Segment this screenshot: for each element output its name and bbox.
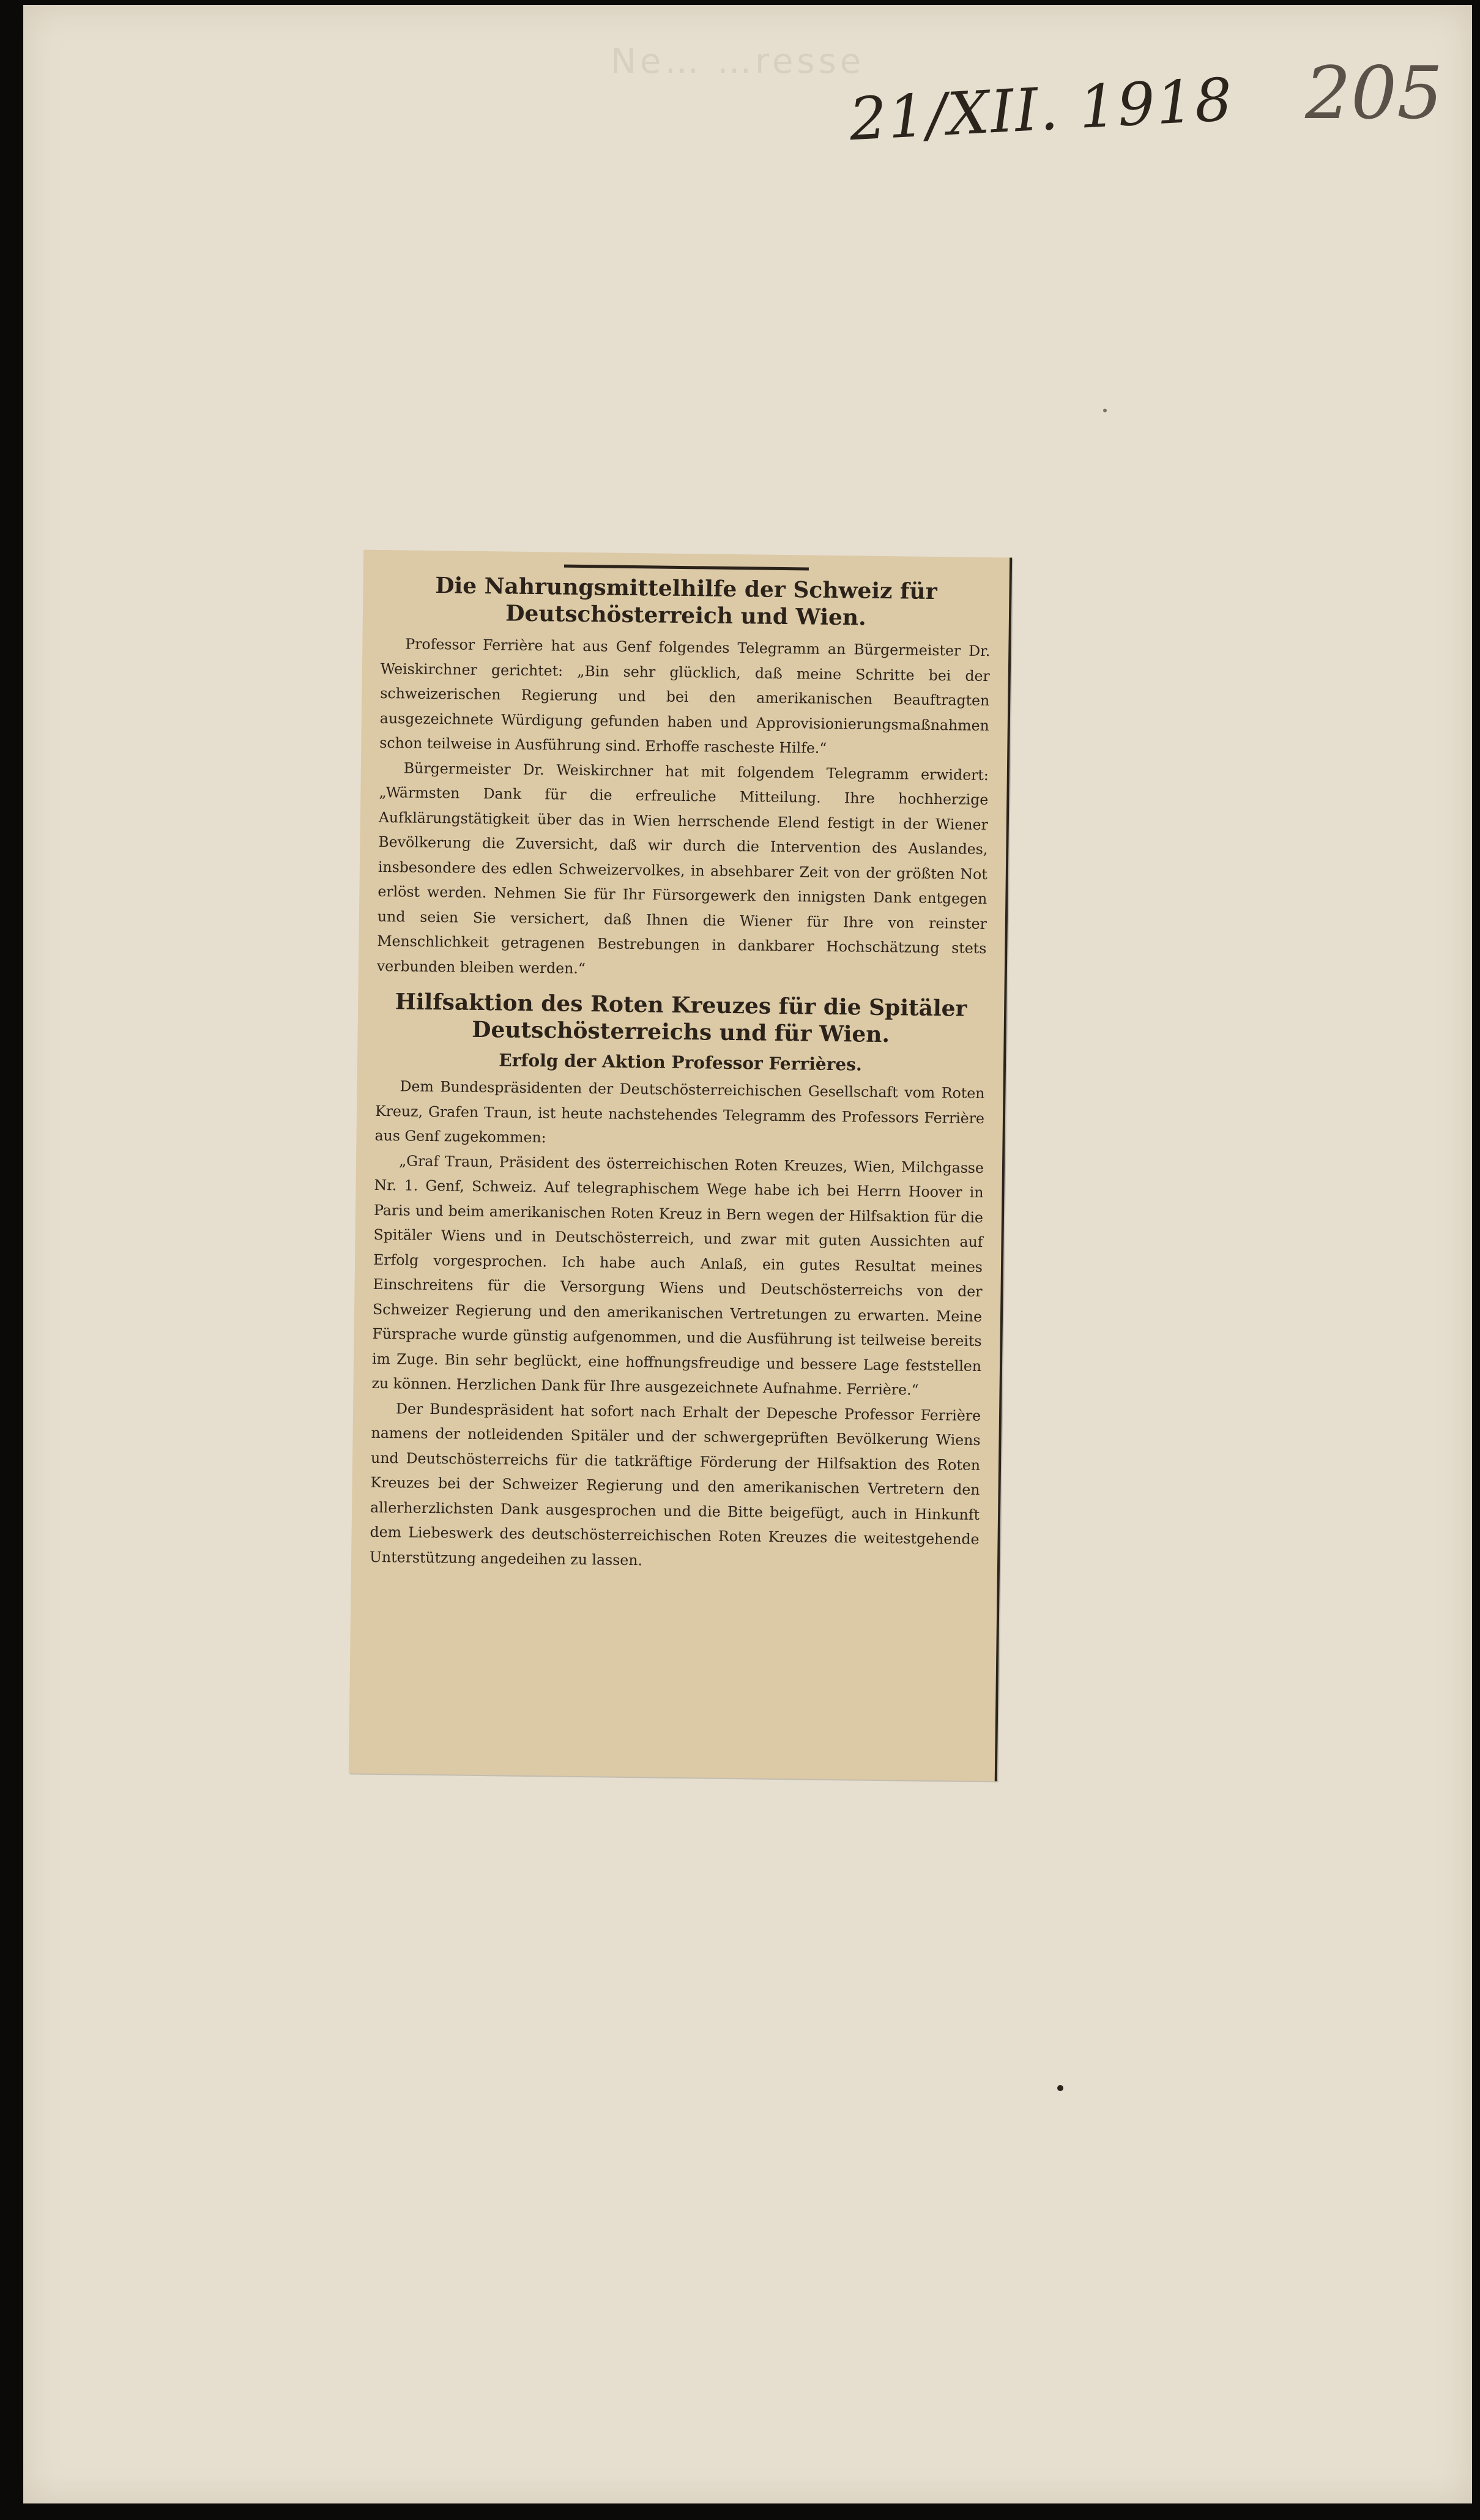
article2-title — [376, 988, 986, 1049]
speck — [1057, 2085, 1063, 2091]
article2-paragraph: „Graf Traun, Präsident des österreichischen Roten Kreuzes, Wien, Milchgasse Nr. 1. Genf, Schweiz. Auf telegraphischem Wege habe ich bei Herrn Hoover in Paris und beim amerikanischen Roten Kreuz in Bern wegen der Hilfsaktion für die Spitäler Wiens und in Deutschösterreich, und zwar mit guten Aussichten auf Erfolg vorgesprochen. Ich habe auch Anlaß, ein gutes Resultat meines Einschreitens für die Versorgung Wiens und Deutschösterreichs von der Schweizer Regierung und den amerikanischen Vertretungen zu erwarten. Meine Fürsprache wurde günstig aufgenommen, und die Ausführung ist teilweise bereits im Zuge. Bin sehr beglückt, eine hoffnungsfreudige und bessere Lage feststellen zu können. Herzlichen Dank für Ihre ausgezeichnete Aufnahme. Ferrière.“ — [371, 1151, 984, 1399]
article2-subtitle: Erfolg der Aktion Professor Ferrières. — [499, 1050, 862, 1075]
article2-title-line2: Deutschösterreichs und für Wien. — [472, 1016, 890, 1048]
article2-title-line1: Hilfsaktion des Roten Kreuzes für die Spitäler — [395, 989, 967, 1022]
article2-paragraph: Dem Bundespräsidenten der Deutschösterreichischen Gesellschaft vom Roten Kreuz, Grafen Traun, ist heute nachstehendes Telegramm des Professors Ferrière aus Genf zugekommen: — [374, 1077, 985, 1147]
article1-paragraph: Bürgermeister Dr. Weiskirchner hat mit folgendem Telegramm erwidert: „Wärmsten Dank für die erfreuliche Mitteilung. Ihre hochherzige Aufklärungstätigkeit über das in Wien herrschende Elend festigt in der Wiener Bevölkerung die Zuversicht, daß wir durch die Intervention des Auslandes, insbesondere des edlen Schweizervolkes, in absehbarer Zeit von der größten Not erlöst werden. Nehmen Sie für Ihr Fürsorgewerk den innigsten Dank entgegen und seien Sie versichert, daß Ihnen die Wiener für Ihre von reinster Menschlichkeit getragenen Bestrebungen in dankbarer Hochschätzung stets verbunden bleiben werden.“ — [376, 759, 989, 977]
page-number: 205 — [1305, 51, 1443, 135]
faint-stamp: Ne… …resse — [611, 42, 865, 81]
article2-paragraph: Der Bundespräsident hat sofort nach Erhalt der Depesche Professor Ferrière namens der notleidenden Spitäler und der schwergeprüften Bevölkerung Wiens und Deutschösterreichs für die tatkräftige Förderung der Hilfsaktion des Roten Kreuzes bei der Schweizer Regierung und den amerikanischen Vertretern den allerherzlichsten Dank ausgesprochen und die Bitte beigefügt, auch in Hinkunft dem Liebeswerk des deutschösterreichischen Roten Kreuzes die weitestgehende Unterstützung angedeihen zu lassen. — [369, 1399, 981, 1569]
top-rule — [564, 565, 809, 571]
newspaper-clipping — [349, 550, 1012, 1782]
article1-paragraph: Professor Ferrière hat aus Genf folgendes Telegramm an Bürgermeister Dr. Weiskirchner gerichtet: „Bin sehr glücklich, daß meine Schritte bei der schweizerischen Regierung und bei den amerikanischen Beauftragten ausgezeichnete Würdigung gefunden haben und Approvisionierungsmaßnahmen schon teilweise in Ausführung sind. Erhoffe rascheste Hilfe.“ — [379, 635, 991, 757]
article1-title-line2: Deutschösterreich und Wien. — [505, 600, 866, 631]
handwritten-date: 21/XII. 1918 — [847, 65, 1235, 154]
speck — [1103, 409, 1107, 412]
article1-title-line1: Die Nahrungsmittelhilfe der Schweiz für — [435, 573, 937, 605]
article1-title — [381, 571, 991, 633]
